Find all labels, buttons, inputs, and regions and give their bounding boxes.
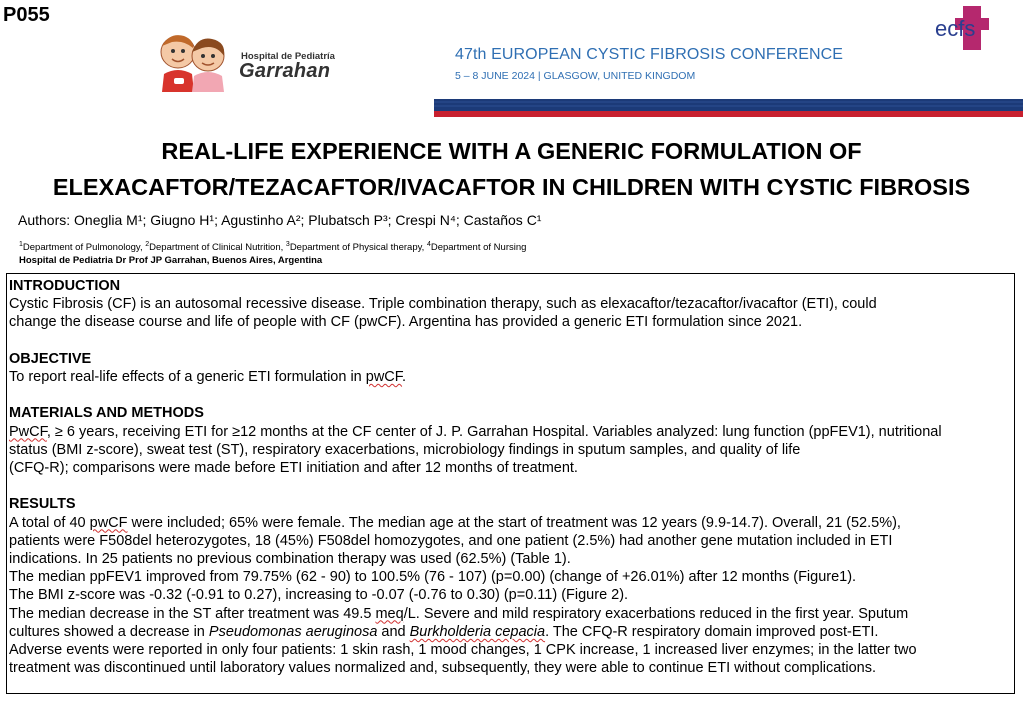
affiliations [19, 241, 526, 253]
results-line: A total of 40 pwCF were included; 65% were female. The median age at the start of treatment was 12 years (9.9-14.7). Overall, 21 (52.5%), [9, 514, 901, 531]
affiliation-text: Department of Physical therapy, [289, 242, 427, 254]
ecfs-logo [933, 6, 1003, 50]
objective-line: To report real-life effects of a generic ETI formulation in pwCF. [9, 369, 407, 385]
poster-title [0, 133, 1023, 205]
children-mascot-icon [150, 30, 240, 96]
results-line: treatment was discontinued until laboratory values normalized and, subsequently, they were able to continue ETI without complications. [9, 660, 876, 677]
affiliation-text: Department of Nursing [430, 242, 527, 254]
results-line: indications. In 25 patients no previous combination therapy was used (62.5%) (Table 1). [9, 551, 571, 567]
affiliation-sup: 4 [426, 241, 431, 248]
authors: Authors: Oneglia M¹; Giugno H¹; Agustinho A²; Plubatsch P³; Crespi N⁴; Castaños C¹ [18, 212, 542, 228]
introduction-heading: INTRODUCTION [9, 278, 121, 294]
conference-title: 47th EUROPEAN CYSTIC FIBROSIS CONFERENCE [455, 46, 844, 63]
hospital-name-line1: Hospital de Pediatría [241, 51, 335, 62]
conference-banner [434, 99, 1023, 117]
results-heading: RESULTS [9, 496, 76, 513]
results-line: patients were F508del heterozygotes, 18 (45%) F508del homozygotes, and one patient (2.5%) had another gene mutation included in ETI [9, 532, 893, 549]
introduction-line: change the disease course and life of people with CF (pwCF). Argentina has provided a generic ETI formulation since 2021. [9, 314, 803, 331]
methods-line: status (BMI z-score), sweat test (ST), respiratory exacerbations, microbiology findings in sputum samples, and quality of life [9, 441, 801, 458]
institution: Hospital de Pediatria Dr Prof JP Garrahan, Buenos Aires, Argentina [19, 255, 323, 266]
introduction-line: Cystic Fibrosis (CF) is an autosomal recessive disease. Triple combination therapy, such as elexacaftor/tezacaftor/ivacaftor (ETI), could [9, 296, 877, 313]
methods-heading: MATERIALS AND METHODS [9, 405, 204, 422]
methods-line: PwCF, ≥ 6 years, receiving ETI for ≥12 months at the CF center of J. P. Garrahan Hospital. Variables analyzed: lung function (ppFEV1), nutritional [9, 423, 942, 440]
hospital-name-line2: Garrahan [239, 60, 331, 82]
results-line: The BMI z-score was -0.32 (-0.91 to 0.27), increasing to -0.07 (-0.76 to 0.30) (p=0.11) (Figure 2). [9, 587, 629, 604]
results-line: Adverse events were reported in only four patients: 1 skin rash, 1 mood changes, 1 CPK increase, 1 increased liver enzymes; in the latter two [9, 642, 917, 659]
results-line: The median ppFEV1 improved from 79.75% (62 - 90) to 100.5% (76 - 107) (p=0.00) (change of +26.01%) after 12 months (Figure1). [9, 569, 857, 586]
abstract-box [6, 273, 1015, 694]
conference-dates: 5 – 8 JUNE 2024 | GLASGOW, UNITED KINGDOM [455, 70, 696, 82]
objective-heading: OBJECTIVE [9, 350, 92, 367]
title-line-2: ELEXACAFTOR/TEZACAFTOR/IVACAFTOR IN CHILDREN WITH CYSTIC FIBROSIS [52, 174, 971, 200]
ecfs-logo-text: ecfs [935, 16, 976, 41]
affiliation-sup: 2 [145, 241, 150, 248]
affiliation-sup: 1 [19, 241, 23, 248]
poster-id: P055 [3, 4, 50, 26]
results-line: The median decrease in the ST after treatment was 49.5 meq/L. Severe and mild respiratory exacerbations reduced in the first year. Sputum [9, 605, 909, 622]
methods-line: (CFQ-R); comparisons were made before ETI initiation and after 12 months of treatment. [9, 460, 578, 476]
results-line: cultures showed a decrease in Pseudomonas aeruginosa and Burkholderia cepacia. The CFQ-R respiratory domain improved post-ETI. [9, 623, 879, 640]
affiliation-sup: 3 [285, 241, 290, 248]
affiliation-text: Department of Pulmonology, [22, 242, 146, 254]
affiliation-text: Department of Clinical Nutrition, [149, 242, 286, 254]
title-line-1: REAL-LIFE EXPERIENCE WITH A GENERIC FORMULATION OF [161, 138, 862, 164]
